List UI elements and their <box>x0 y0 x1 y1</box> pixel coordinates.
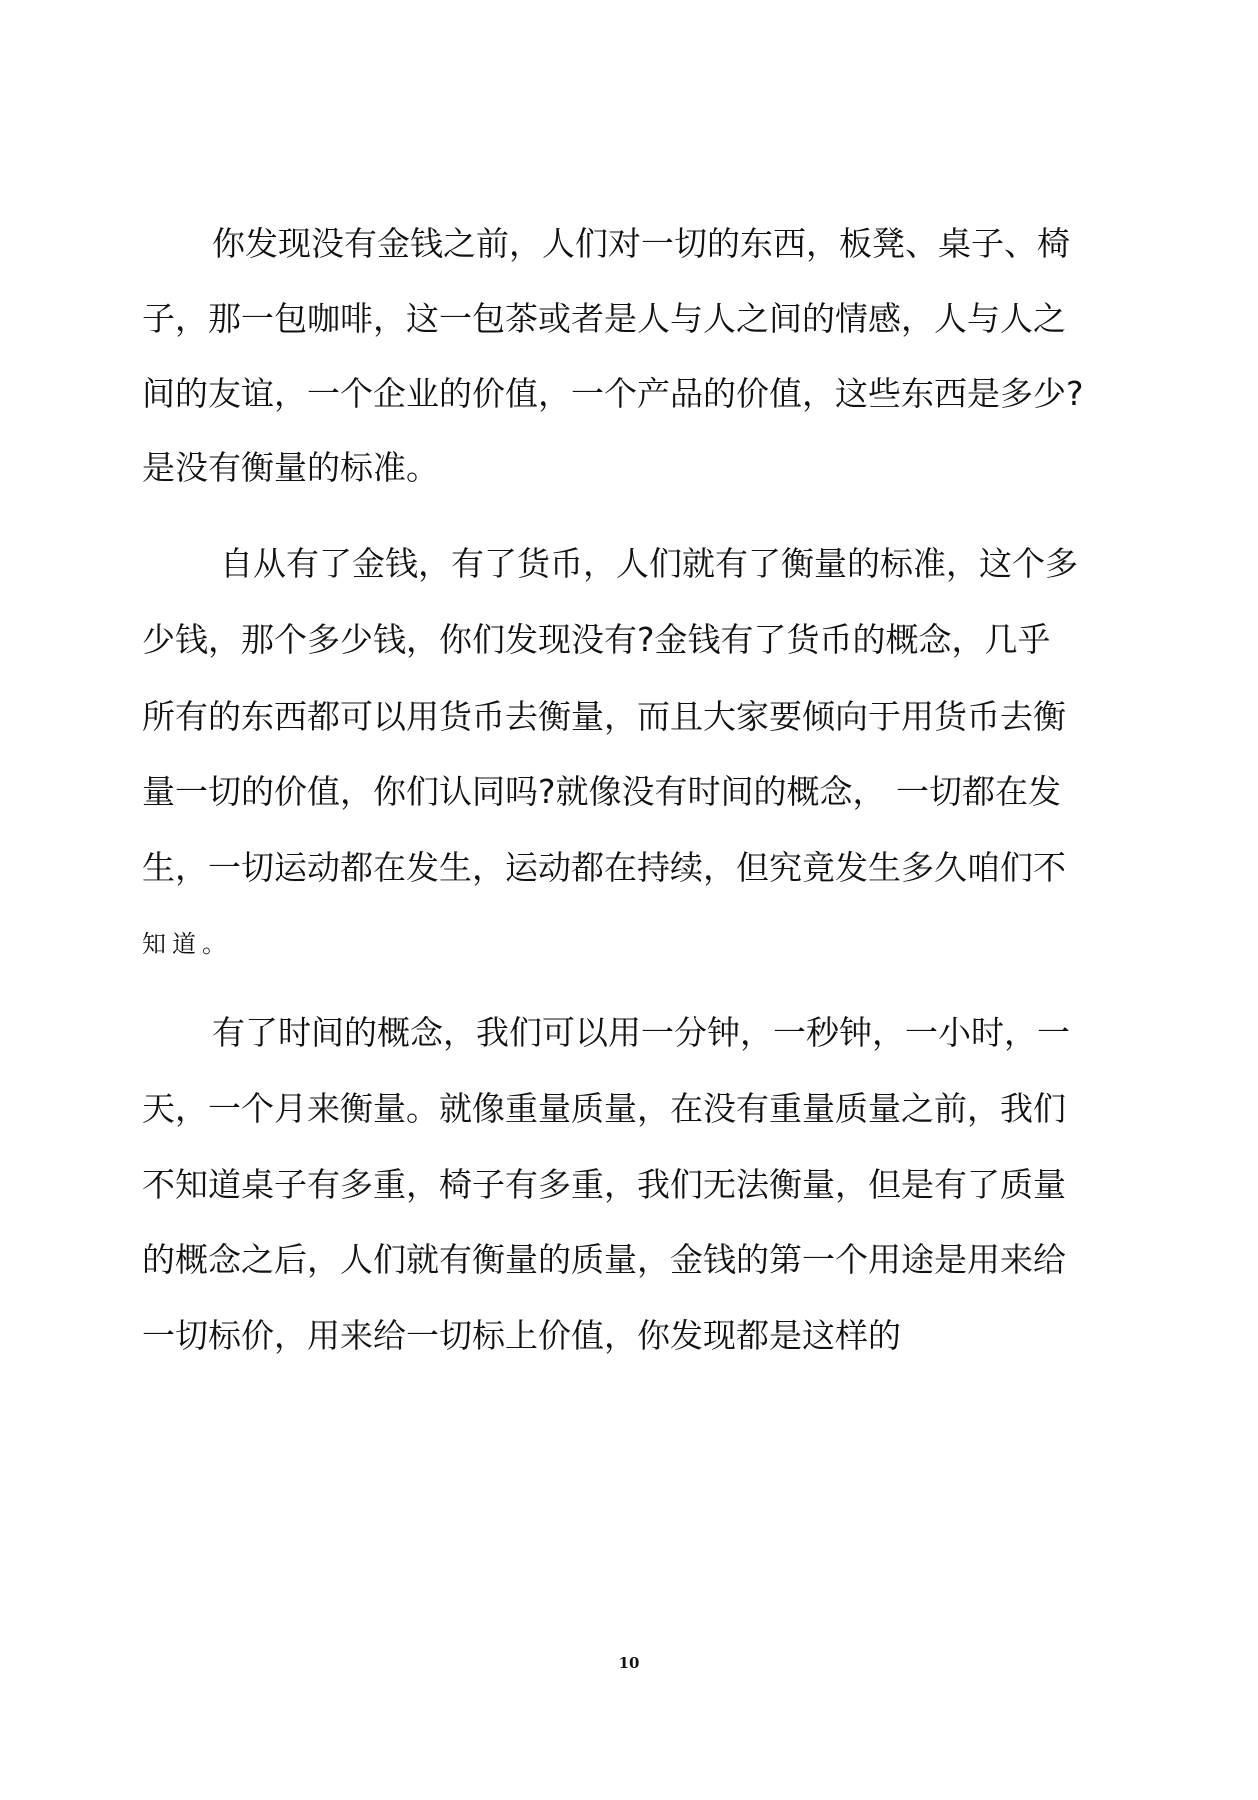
page-number: 10 <box>618 1654 640 1672</box>
paragraph-2-line-6: 知道。 <box>142 930 232 958</box>
paragraph-2-line-2: 少钱，那个多少钱，你们发现没有?金钱有了货币的概念，几乎 <box>142 620 1051 659</box>
paragraph-1-line-1: 你发现没有金钱之前，人们对一切的东西，板凳、桌子、椅 <box>212 224 1070 263</box>
paragraph-3-line-2: 天，一个月来衡量。就像重量质量，在没有重量质量之前，我们 <box>142 1089 1066 1128</box>
paragraph-3-line-3: 不知道桌子有多重，椅子有多重，我们无法衡量，但是有了质量 <box>142 1165 1066 1204</box>
paragraph-3-line-5: 一切标价，用来给一切标上价值，你发现都是这样的 <box>142 1316 901 1355</box>
paragraph-1-line-2: 子，那一包咖啡，这一包茶或者是人与人之间的情感，人与人之 <box>142 299 1066 338</box>
paragraph-2-line-5: 生，一切运动都在发生，运动都在持续，但究竟发生多久咱们不 <box>142 848 1066 887</box>
paragraph-3-line-1: 有了时间的概念，我们可以用一分钟，一秒钟，一小时，一 <box>212 1013 1070 1052</box>
paragraph-1-line-4: 是没有衡量的标准。 <box>142 448 439 487</box>
paragraph-3-line-4: 的概念之后，人们就有衡量的质量，金钱的第一个用途是用来给 <box>142 1240 1066 1279</box>
paragraph-1-line-3: 间的友谊，一个企业的价值，一个产品的价值，这些东西是多少? <box>142 374 1084 413</box>
paragraph-2-line-1: 自从有了金钱，有了货币，人们就有了衡量的标准，这个多 <box>220 544 1078 583</box>
paragraph-2-line-3: 所有的东西都可以用货币去衡量，而且大家要倾向于用货币去衡 <box>142 697 1066 736</box>
paragraph-2-line-4: 量一切的价值，你们认同吗?就像没有时间的概念， 一切都在发 <box>142 772 1062 811</box>
